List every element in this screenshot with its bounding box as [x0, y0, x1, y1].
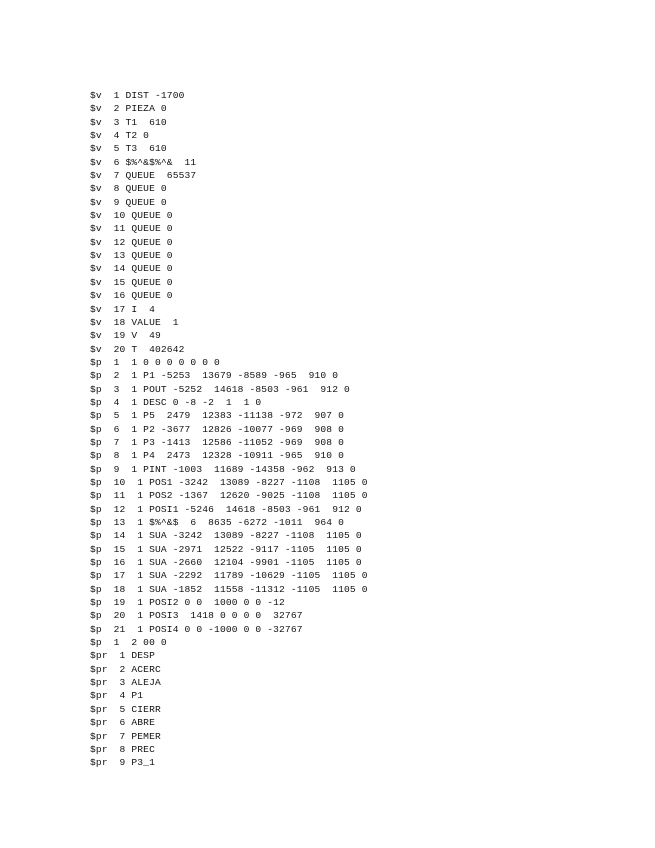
listing-line: $p 17 1 SUA -2292 11789 -10629 -1105 1105 0 [90, 570, 368, 582]
listing-line: $v 10 QUEUE 0 [90, 210, 173, 222]
listing-line: $v 1 DIST -1700 [90, 90, 185, 101]
listing-line: $v 20 T 402642 [90, 343, 185, 355]
listing-line: $p 18 1 SUA -1852 11558 -11312 -1105 1105 0 [90, 583, 368, 595]
listing-line: $v 3 T1 610 [90, 116, 167, 128]
listing-line: $v 2 PIEZA 0 [90, 103, 167, 115]
listing-line: $p 12 1 POSI1 -5246 14618 -8503 -961 912 0 [90, 503, 362, 515]
listing-line: $v 16 QUEUE 0 [90, 290, 173, 302]
listing-line: $pr 9 P3_1 [90, 757, 155, 769]
listing-line: $p 11 1 POS2 -1367 12620 -9025 -1108 1105 0 [90, 490, 368, 502]
listing-line: $p 16 1 SUA -2660 12104 -9901 -1105 1105 0 [90, 557, 362, 569]
listing-line: $pr 6 ABRE [90, 717, 155, 729]
listing-line: $pr 5 CIERR [90, 703, 161, 715]
listing-line: $pr 1 DESP [90, 650, 155, 662]
listing-line: $v 8 QUEUE 0 [90, 183, 167, 195]
listing-line: $v 14 QUEUE 0 [90, 263, 173, 275]
listing-line: $p 9 1 PINT -1003 11689 -14358 -962 913 0 [90, 463, 356, 475]
listing-line: $p 20 1 POSI3 1418 0 0 0 0 32767 [90, 610, 303, 622]
listing-line: $p 1 1 0 0 0 0 0 0 0 [90, 356, 220, 368]
listing-line: $p 3 1 POUT -5252 14618 -8503 -961 912 0 [90, 383, 350, 395]
listing-line: $p 2 1 P1 -5253 13679 -8589 -965 910 0 [90, 370, 339, 382]
listing-line: $pr 3 ALEJA [90, 677, 161, 689]
listing-line: $p 4 1 DESC 0 -8 -2 1 1 0 [90, 396, 262, 408]
listing-line: $v 17 I 4 [90, 303, 155, 315]
listing-line: $p 5 1 P5 2479 12383 -11138 -972 907 0 [90, 410, 345, 422]
listing-line: $p 7 1 P3 -1413 12586 -11052 -969 908 0 [90, 436, 345, 448]
listing-line: $pr 2 ACERC [90, 663, 161, 675]
listing-line: $p 8 1 P4 2473 12328 -10911 -965 910 0 [90, 450, 345, 462]
listing-line: $pr 4 P1 [90, 690, 144, 702]
listing-line: $p 10 1 POS1 -3242 13089 -8227 -1108 1105 0 [90, 476, 368, 488]
listing-line: $v 4 T2 0 [90, 130, 150, 142]
variable-listing [90, 89, 368, 770]
listing-line: $v 11 QUEUE 0 [90, 223, 173, 235]
listing-line: $v 12 QUEUE 0 [90, 236, 173, 248]
listing-line: $v 13 QUEUE 0 [90, 250, 173, 262]
listing-line: $p 15 1 SUA -2971 12522 -9117 -1105 1105 0 [90, 543, 362, 555]
listing-line: $p 1 2 00 0 [90, 637, 167, 649]
listing-line: $v 18 VALUE 1 [90, 316, 179, 328]
listing-line: $v 19 V 49 [90, 330, 161, 342]
listing-line: $v 5 T3 610 [90, 143, 167, 155]
listing-line: $p 6 1 P2 -3677 12826 -10077 -969 908 0 [90, 423, 345, 435]
listing-line: $v 6 $%^&$%^& 11 [90, 156, 197, 168]
listing-line: $v 7 QUEUE 65537 [90, 170, 197, 182]
listing-line: $p 14 1 SUA -3242 13089 -8227 -1108 1105 0 [90, 530, 362, 542]
listing-line: $v 9 QUEUE 0 [90, 196, 167, 208]
listing-line: $pr 8 PREC [90, 743, 155, 755]
listing-line: $v 15 QUEUE 0 [90, 276, 173, 288]
listing-line: $p 19 1 POSI2 0 0 1000 0 0 -12 [90, 597, 285, 609]
listing-line: $p 13 1 $%^&$ 6 8635 -6272 -1011 964 0 [90, 517, 345, 528]
listing-line: $p 21 1 POSI4 0 0 -1000 0 0 -32767 [90, 623, 303, 635]
listing-line: $pr 7 PEMER [90, 730, 161, 742]
